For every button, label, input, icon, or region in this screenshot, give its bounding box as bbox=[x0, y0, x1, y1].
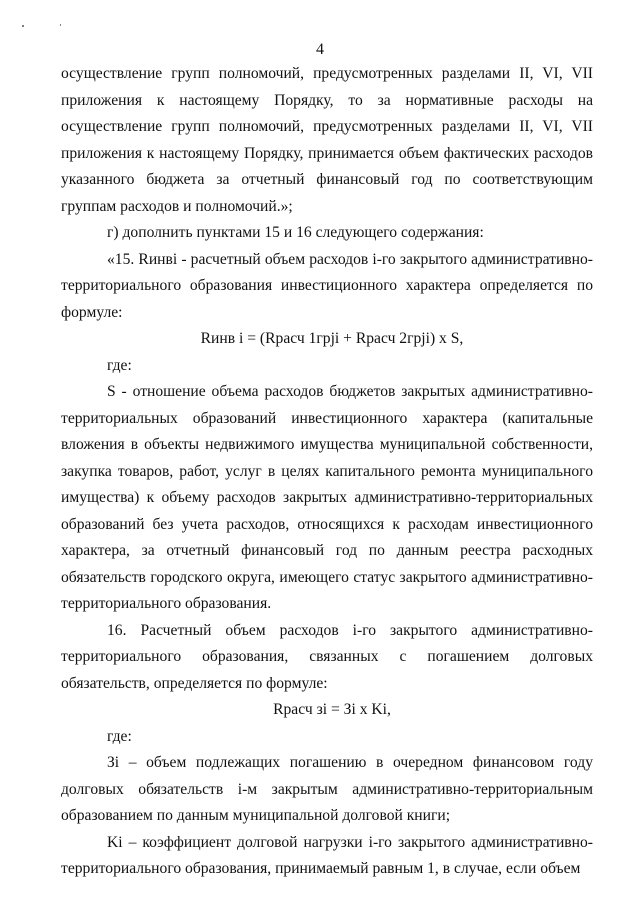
paragraph-amendment: г) дополнить пунктами 15 и 16 следующего содержания: bbox=[107, 224, 484, 241]
document-body bbox=[61, 61, 593, 883]
where-label: где: bbox=[107, 356, 132, 374]
page-number: 4 bbox=[316, 41, 324, 58]
paragraph-s-definition: S - отношение объема расходов бюджетов закрытых административно-территориальных образований инвестиционного характера (капитальные вложения в объекты недвижимого имущества муниципальной собственности, закупка товаров, работ, услуг в целях капитального ремонта муниципального имущества) к объему расходов закрытых административно-территориальных образований без учета расходов, относящихся к расходам инвестиционного характера, за отчетный финансовый год по данным реестра расходных обязательств городского округа, имеющего статус закрытого административно-территориального образования. bbox=[61, 383, 593, 612]
formula-rrasch: Rрасч зi = Зi x Ki, bbox=[273, 701, 391, 718]
where-label: где: bbox=[107, 727, 132, 745]
paragraph-zi-definition: Зi – объем подлежащих погашению в очередном финансовом году долговых обязательств i-м закрытым административно-территориальным образованием по данным муниципальной долговой книги; bbox=[61, 754, 593, 824]
paragraph-item-15: «15. Rинвi - расчетный объем расходов i-го закрытого административно-территориального образования инвестиционного характера определяется по формуле: bbox=[61, 250, 593, 321]
paragraph-ki-definition: Ki – коэффициент долговой нагрузки i-го закрытого административно-территориального образования, принимаемый равным 1, в случае, если объем bbox=[61, 833, 593, 877]
scan-speck bbox=[22, 25, 24, 27]
formula-rinv: Rинв i = (Rрасч 1грji + Rрасч 2грji) x S, bbox=[200, 330, 464, 347]
paragraph-continuation: осуществление групп полномочий, предусмотренных разделами II, VI, VII приложения к настоящему Порядку, то за нормативные расходы на осуществление групп полномочий, предусмотренных разделами II, VI, VII приложения к настоящему Порядку, принимается объем фактических расходов указанного бюджета за отчетный финансовый год по соответствующим группам расходов и полномочий.»; bbox=[61, 65, 593, 215]
scan-speck bbox=[60, 24, 61, 26]
paragraph-item-16: 16. Расчетный объем расходов i-го закрытого административно-территориального образования, связанных с погашением долговых обязательств, определяется по формуле: bbox=[61, 621, 593, 692]
